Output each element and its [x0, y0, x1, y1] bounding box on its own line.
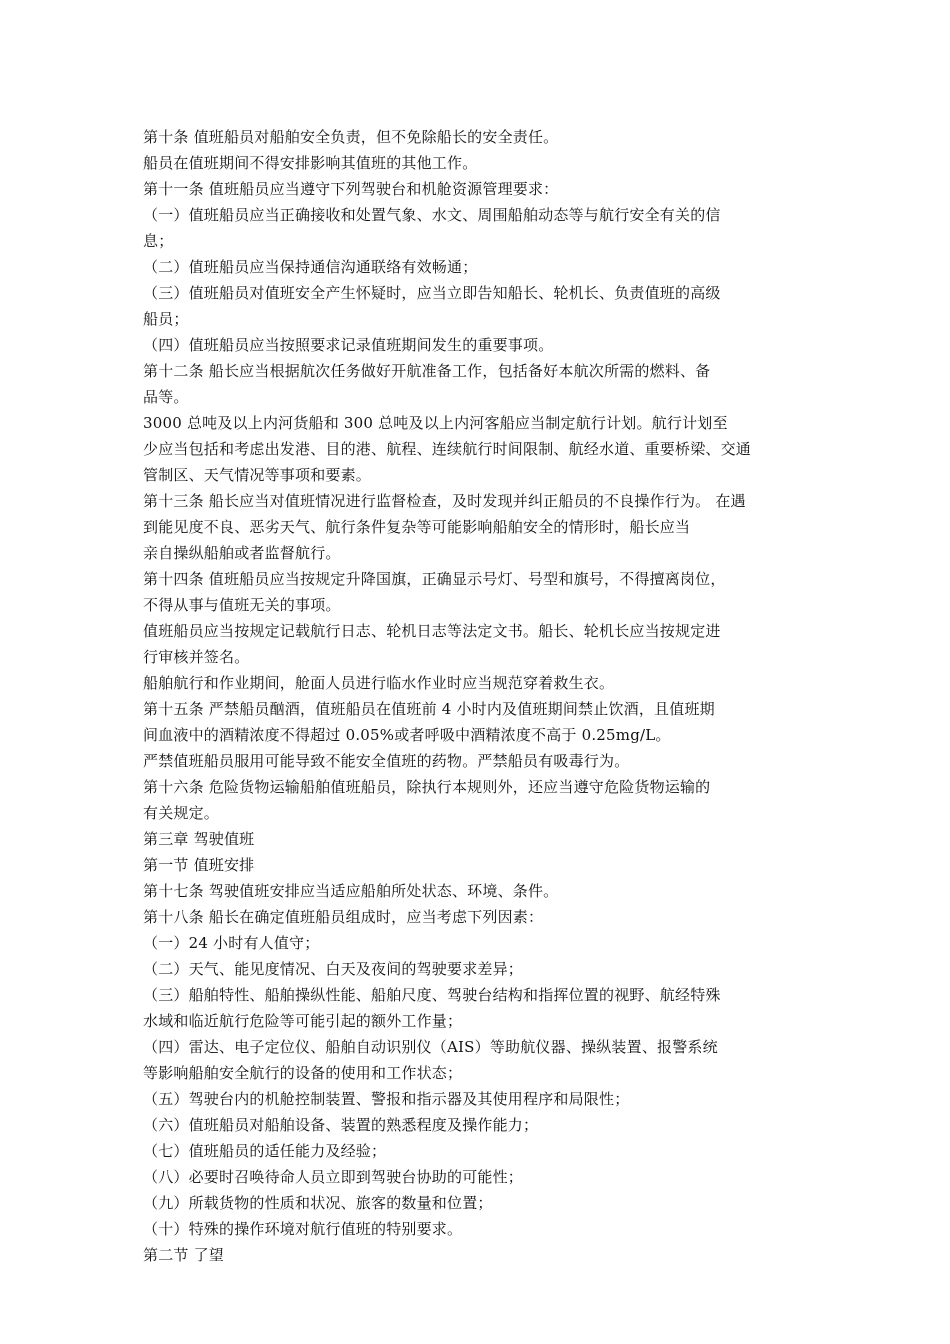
text-line: （十）特殊的操作环境对航行值班的特别要求。: [143, 1220, 463, 1238]
section-heading: 第一节 值班安排: [143, 856, 255, 874]
text-line: 亲自操纵船舶或者监督航行。: [143, 544, 341, 562]
text-line: 不得从事与值班无关的事项。: [143, 596, 341, 614]
text-line: 第十八条 船长在确定值班船员组成时，应当考虑下列因素：: [143, 908, 544, 926]
text-line: （三）值班船员对值班安全产生怀疑时，应当立即告知船长、轮机长、负责值班的高级: [143, 284, 721, 302]
text-line: （八）必要时召唤待命人员立即到驾驶台协助的可能性；: [143, 1168, 524, 1186]
text-line: （一）值班船员应当正确接收和处置气象、水文、周围船舶动态等与航行安全有关的信: [143, 206, 721, 224]
text-line: 第十七条 驾驶值班安排应当适应船舶所处状态、环境、条件。: [143, 882, 559, 900]
text-line: （九）所载货物的性质和状况、旅客的数量和位置；: [143, 1194, 493, 1212]
text-line: （五）驾驶台内的机舱控制装置、警报和指示器及其使用程序和局限性；: [143, 1090, 630, 1108]
text-line: 行审核并签名。: [143, 648, 250, 666]
text-line: （四）雷达、电子定位仪、船舶自动识别仪（AIS）等助航仪器、操纵装置、报警系统: [143, 1038, 718, 1056]
text-line: 第十五条 严禁船员酗酒，值班船员在值班前 4 小时内及值班期间禁止饮酒，且值班期: [143, 700, 715, 718]
text-line: 有关规定。: [143, 804, 220, 822]
text-line: 第十一条 值班船员应当遵守下列驾驶台和机舱资源管理要求：: [143, 180, 559, 198]
text-line: 船舶航行和作业期间，舱面人员进行临水作业时应当规范穿着救生衣。: [143, 674, 615, 692]
chapter-heading: 第三章 驾驶值班: [143, 830, 255, 848]
text-line: （二）值班船员应当保持通信沟通联络有效畅通；: [143, 258, 478, 276]
text-line: 息；: [143, 232, 174, 250]
text-line: （七）值班船员的适任能力及经验；: [143, 1142, 387, 1160]
text-line: 第十二条 船长应当根据航次任务做好开航准备工作，包括备好本航次所需的燃料、备: [143, 362, 711, 380]
text-line: 等影响船舶安全航行的设备的使用和工作状态；: [143, 1064, 463, 1082]
text-line: （二）天气、能见度情况、白天及夜间的驾驶要求差异；: [143, 960, 524, 978]
document-body: [143, 124, 813, 1268]
text-line: 第十四条 值班船员应当按规定升降国旗，正确显示号灯、号型和旗号，不得擅离岗位，: [143, 570, 726, 588]
text-line: （一）24 小时有人值守；: [143, 934, 320, 952]
text-line: （四）值班船员应当按照要求记录值班期间发生的重要事项。: [143, 336, 554, 354]
text-line: 第十条 值班船员对船舶安全负责，但不免除船长的安全责任。: [143, 128, 559, 146]
text-line: 间血液中的酒精浓度不得超过 0.05%或者呼吸中酒精浓度不高于 0.25mg/L。: [143, 726, 671, 744]
text-line: 品等。: [143, 388, 189, 406]
text-line: 少应当包括和考虑出发港、目的港、航程、连续航行时间限制、航经水道、重要桥梁、交通: [143, 440, 752, 458]
text-line: 到能见度不良、恶劣天气、航行条件复杂等可能影响船舶安全的情形时，船长应当: [143, 518, 691, 536]
text-line: 船员在值班期间不得安排影响其值班的其他工作。: [143, 154, 478, 172]
text-line: 第十六条 危险货物运输船舶值班船员，除执行本规则外，还应当遵守危险货物运输的: [143, 778, 711, 796]
text-line: 水域和临近航行危险等可能引起的额外工作量；: [143, 1012, 463, 1030]
text-line: 船员；: [143, 310, 189, 328]
text-line: 值班船员应当按规定记载航行日志、轮机日志等法定文书。船长、轮机长应当按规定进: [143, 622, 721, 640]
text-line: 第十三条 船长应当对值班情况进行监督检查，及时发现并纠正船员的不良操作行为。 在遇: [143, 492, 746, 510]
text-line: （六）值班船员对船舶设备、装置的熟悉程度及操作能力；: [143, 1116, 539, 1134]
section-heading: 第二节 了望: [143, 1246, 224, 1264]
text-line: （三）船舶特性、船舶操纵性能、船舶尺度、驾驶台结构和指挥位置的视野、航经特殊: [143, 986, 721, 1004]
text-line: 3000 总吨及以上内河货船和 300 总吨及以上内河客船应当制定航行计划。航行计划至: [143, 414, 728, 432]
text-line: 管制区、天气情况等事项和要素。: [143, 466, 372, 484]
text-line: 严禁值班船员服用可能导致不能安全值班的药物。严禁船员有吸毒行为。: [143, 752, 630, 770]
